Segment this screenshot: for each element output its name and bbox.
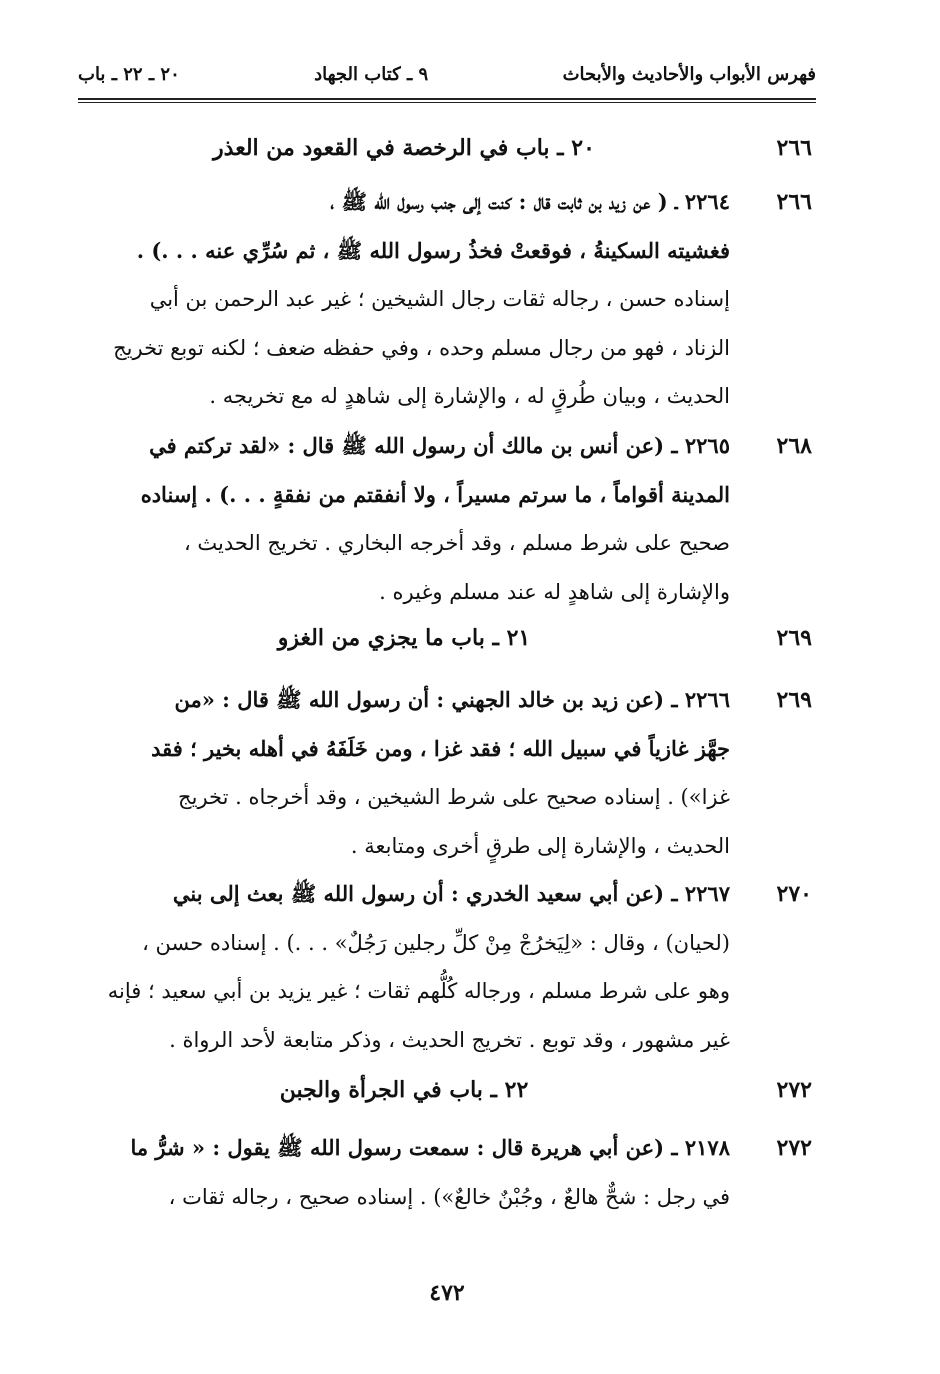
hadith-line: فغشيته السكينةُ ، فوقعتْ فخذُ رسول الله ﷺ ، ثم سُرِّي عنه . . .) . bbox=[136, 237, 730, 263]
hadith-entry-2266 bbox=[78, 676, 816, 870]
hadith-line: في رجل : شحٌّ هالعٌ ، وجُبْنٌ خالعٌ») . إسناده صحيح ، رجاله ثقات ، bbox=[168, 1184, 730, 1209]
hadith-line: ٢٢٦٤ ـ ( عن زيد بن ثابت قال : كنت إلى جنب رسول الله ﷺ ، bbox=[330, 189, 730, 214]
chapter-title: ٢١ ـ باب ما يجزي من الغزو bbox=[277, 625, 531, 651]
hadith-text bbox=[78, 178, 740, 421]
hadith-line: ٢٢٦٧ ـ (عن أبي سعيد الخدري : أن رسول الله ﷺ بعث إلى بني bbox=[172, 881, 730, 906]
hadith-entry-2264 bbox=[78, 178, 816, 421]
hadith-line: غير مشهور ، وقد توبع . تخريج الحديث ، وذكر متابعة لأحد الرواة . bbox=[169, 1027, 730, 1052]
page-ref: ٢٦٩ bbox=[776, 625, 812, 651]
page-ref: ٢٦٦ bbox=[776, 135, 812, 161]
hadith-text bbox=[78, 1124, 740, 1221]
hadith-entry-2178 bbox=[78, 1124, 816, 1221]
hadith-entry-2265 bbox=[78, 422, 816, 616]
header-rule bbox=[78, 98, 816, 103]
hadith-line: ٢١٧٨ ـ (عن أبي هريرة قال : سمعت رسول الله ﷺ يقول : « شرُّ ما bbox=[130, 1135, 730, 1160]
hadith-text bbox=[78, 422, 740, 616]
page-ref: ٢٦٦ bbox=[776, 189, 812, 215]
chapter-heading-20 bbox=[78, 124, 816, 173]
hadith-line: وهو على شرط مسلم ، ورجاله كُلُّهم ثقات ؛ غير يزيد بن أبي سعيد ؛ فإنه bbox=[107, 979, 730, 1003]
hadith-line: ٢٢٦٥ ـ (عن أنس بن مالك أن رسول الله ﷺ قال : «لقد تركتم في bbox=[149, 433, 730, 458]
page-number: ٤٧٢ bbox=[429, 1280, 465, 1306]
chapter-title: ٢٠ ـ باب في الرخصة في القعود من العذر bbox=[213, 135, 595, 161]
hadith-line: والإشارة إلى شاهدٍ له عند مسلم وغيره . bbox=[379, 579, 730, 604]
hadith-line: إسناده حسن ، رجاله ثقات رجال الشيخين ؛ غير عبد الرحمن بن أبي bbox=[149, 287, 730, 311]
hadith-line: (لحيان) ، وقال : «لِيَخرُجْ مِنْ كلِّ رجلين رَجُلٌ» . . .) . إسناده حسن ، bbox=[142, 930, 730, 955]
page-ref: ٢٧٢ bbox=[776, 1135, 812, 1161]
chapter-title: ٢٢ ـ باب في الجرأة والجبن bbox=[279, 1077, 529, 1103]
page-ref: ٢٧٠ bbox=[776, 881, 812, 907]
running-header bbox=[78, 52, 816, 96]
hadith-line: ٢٢٦٦ ـ (عن زيد بن خالد الجهني : أن رسول الله ﷺ قال : «من bbox=[174, 687, 730, 712]
hadith-entry-2267 bbox=[78, 870, 816, 1064]
hadith-text bbox=[78, 870, 740, 1064]
hadith-line: الحديث ، والإشارة إلى طرقٍ أخرى ومتابعة . bbox=[350, 833, 730, 858]
hadith-line: غزا») . إسناده صحيح على شرط الشيخين ، وقد أخرجاه . تخريج bbox=[178, 785, 730, 809]
hadith-line: الحديث ، وبيان طُرقٍ له ، والإشارة إلى شاهدٍ له مع تخريجه . bbox=[209, 384, 730, 408]
page-ref: ٢٦٩ bbox=[776, 687, 812, 713]
hadith-line: الزناد ، فهو من رجال مسلم وحده ، وفي حفظه ضعف ؛ لكنه توبع تخريج bbox=[113, 335, 730, 360]
hadith-line: صحيح على شرط مسلم ، وقد أخرجه البخاري . تخريج الحديث ، bbox=[183, 531, 730, 555]
page-ref: ٢٦٨ bbox=[776, 433, 812, 459]
chapter-heading-22 bbox=[78, 1066, 816, 1115]
header-book-title: ٩ ـ كتاب الجهاد bbox=[314, 63, 429, 85]
page-ref: ٢٧٢ bbox=[776, 1077, 812, 1103]
hadith-line: المدينة أقواماً ، ما سرتم مسيراً ، ولا أنفقتم من نفقةٍ . . .) . إسناده bbox=[140, 481, 730, 507]
book-page bbox=[78, 52, 816, 1352]
header-chapter-range: ٢٠ ـ ٢٢ ـ باب bbox=[78, 63, 180, 85]
hadith-line: جهَّز غازياً في سبيل الله ؛ فقد غزا ، ومن خَلَفَهُ في أهله بخير ؛ فقد bbox=[151, 735, 730, 761]
chapter-heading-21 bbox=[78, 614, 816, 663]
hadith-text bbox=[78, 676, 740, 870]
header-section-title: فهرس الأبواب والأحاديث والأبحاث bbox=[562, 63, 816, 85]
